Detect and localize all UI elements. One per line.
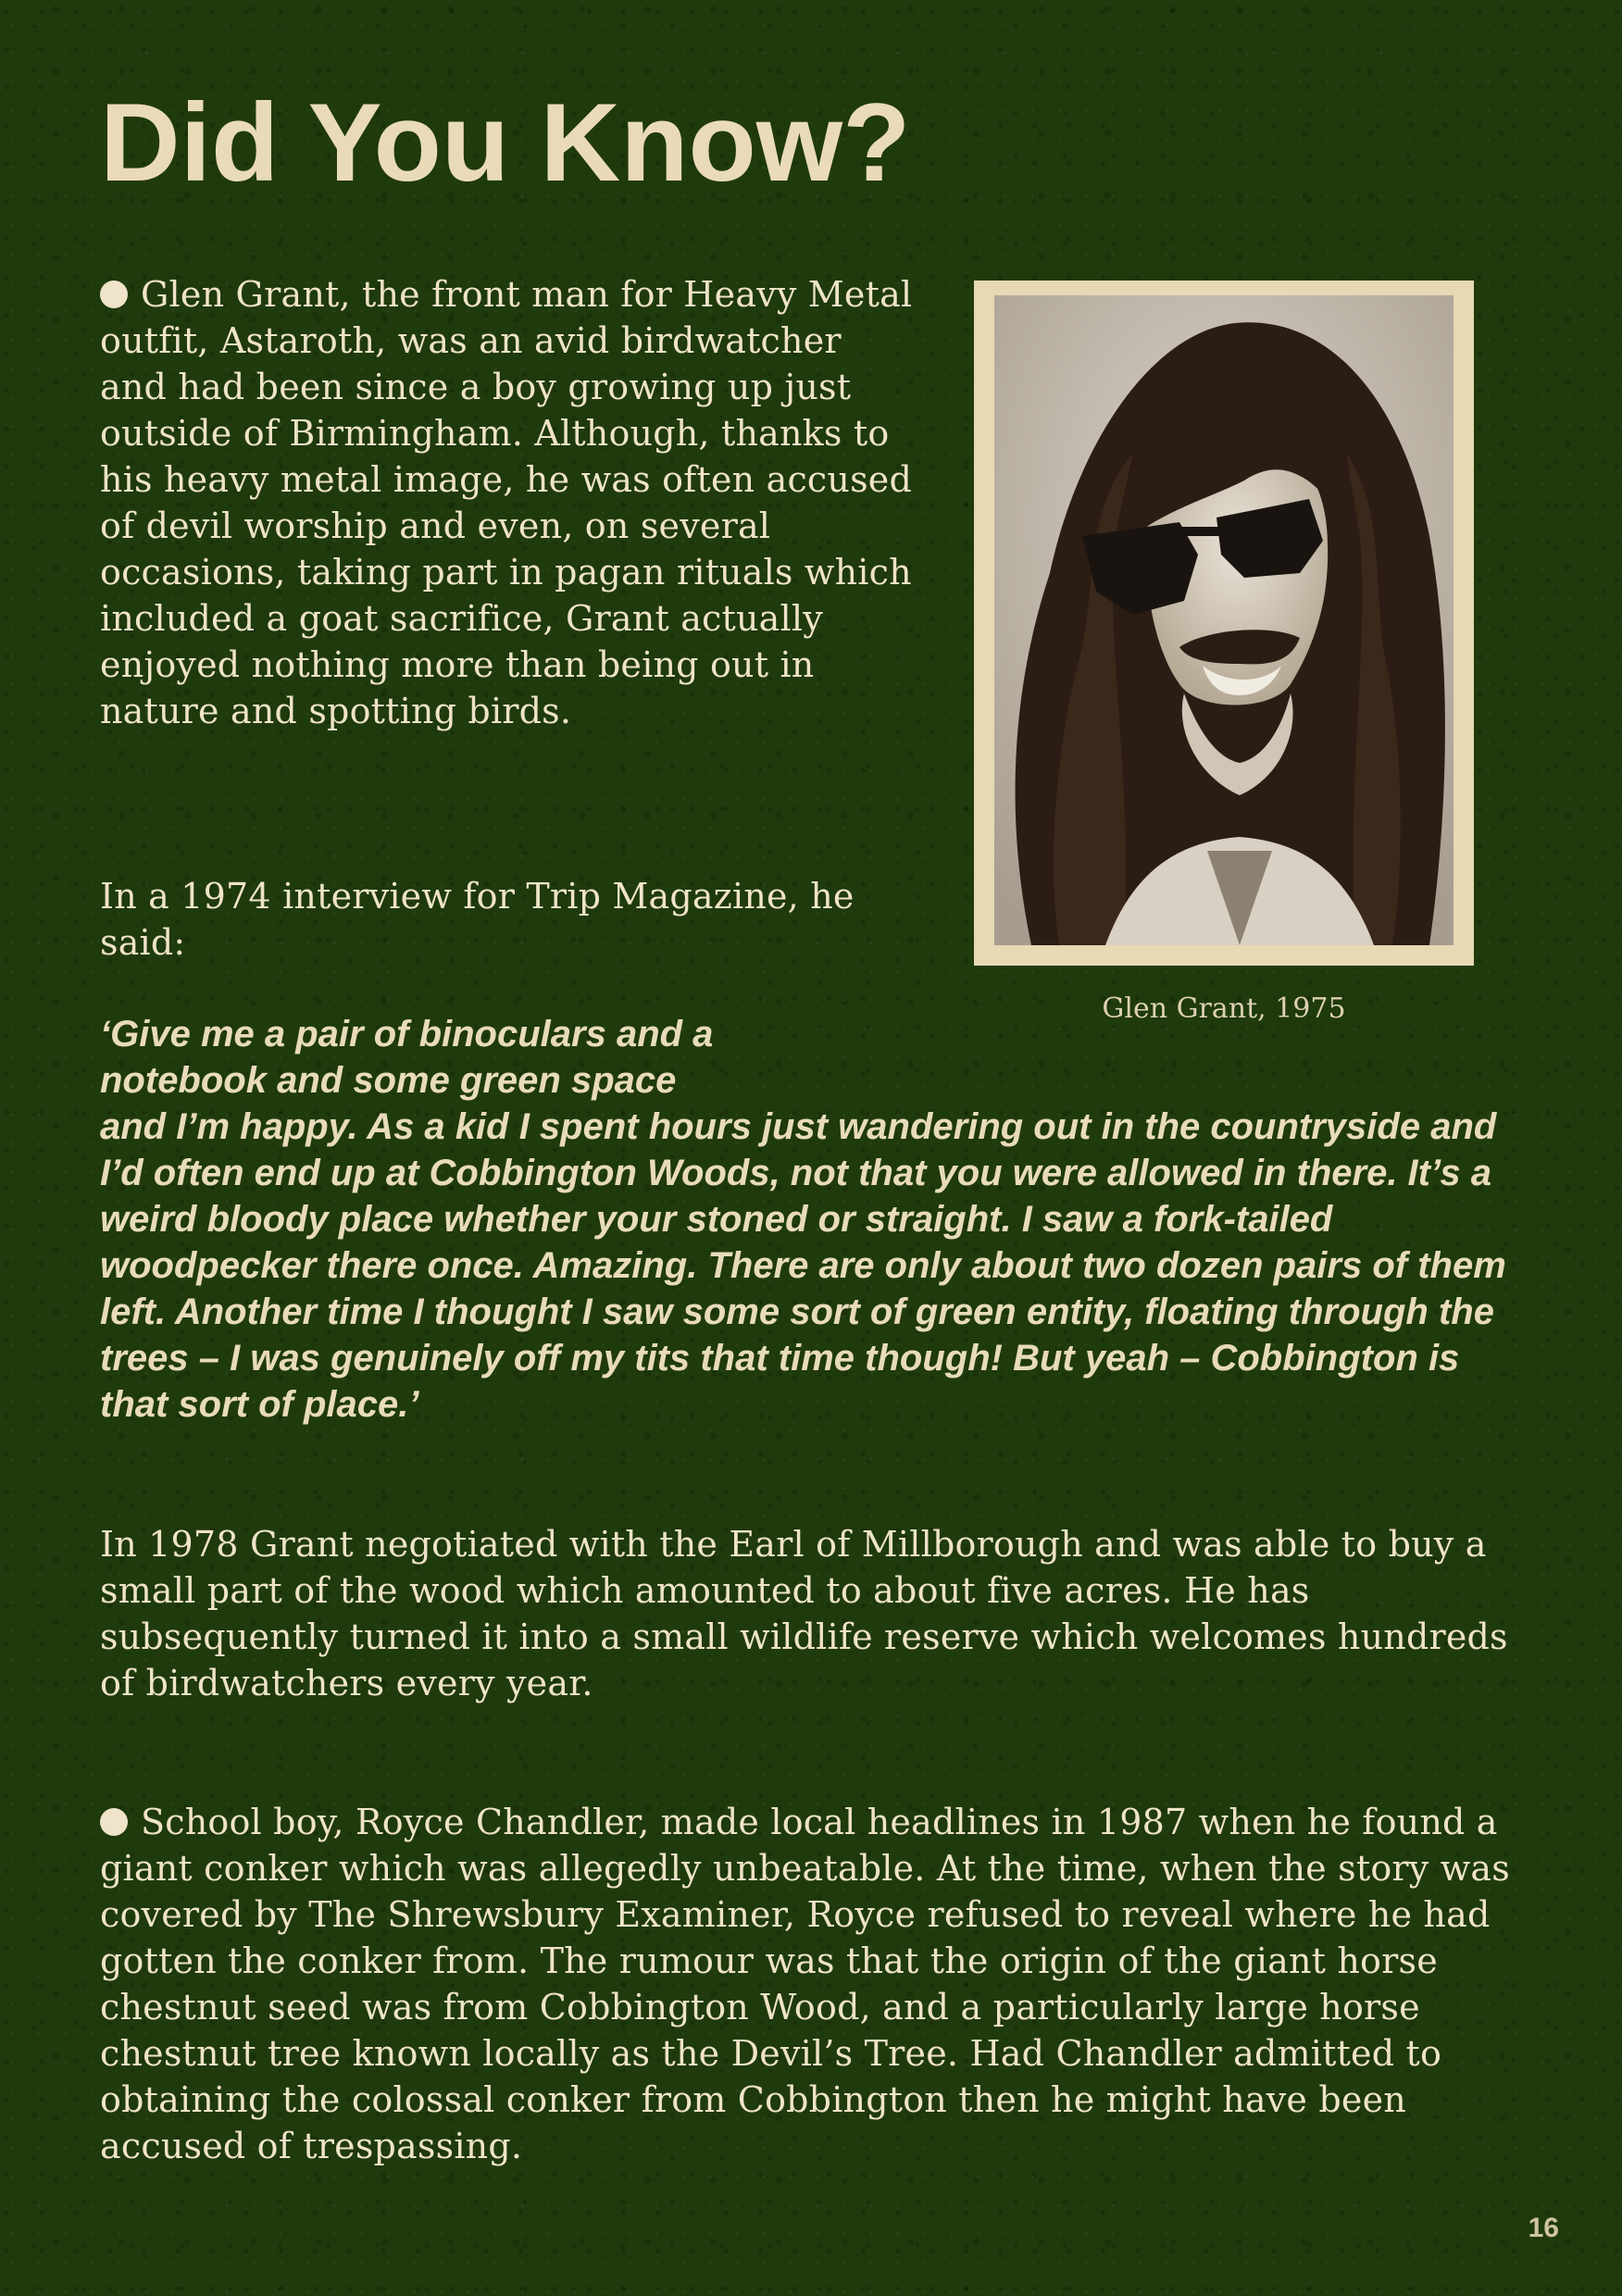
photo-caption: Glen Grant, 1975: [1102, 992, 1346, 1025]
item1-outcome: In 1978 Grant negotiated with the Earl of Millborough and was able to buy a small part of the wood which amounted to about five acres. He has subsequently turned it into a small wildlife reserve which welcomes hundreds of birdwatchers every year.: [100, 1524, 1508, 1703]
quote-rest: and I’m happy. As a kid I spent hours just wandering out in the countryside and I’d often end up at Cobbington Woods, not that you were allowed in there. It’s a weird bloody place whether your stoned or straight. I saw a fork-tailed woodpecker there once. Amazing. There are only about two dozen pairs of them left. Another time I thought I saw some sort of green entity, floating through the trees – I was genuinely off my tits that time though! But yeah – Cobbington is that sort of place.’: [100, 1106, 1506, 1425]
page-title: Did You Know?: [100, 81, 911, 205]
portrait-photo: [994, 295, 1454, 945]
photo-frame: [974, 281, 1474, 966]
quote-lead: ‘Give me a pair of binoculars and a notebook and some green space: [100, 1014, 714, 1101]
bullet-icon: [100, 281, 128, 308]
item1-intro-text: Glen Grant, the front man for Heavy Metal outfit, Astaroth, was an avid birdwatcher and had been since a boy growing up just outside of Birmingham. Although, thanks to his heavy metal image, he was often accused of devil worship and even, on several occasions, taking part in pagan rituals which included a goat sacrifice, Grant actually enjoyed nothing more than being out in nature and spotting birds.: [100, 274, 913, 731]
item2-paragraph: [100, 1799, 1544, 2169]
bullet-icon: [100, 1808, 128, 1836]
interview-quote: [100, 1011, 1526, 1428]
item2-text: School boy, Royce Chandler, made local headlines in 1987 when he found a giant conker which was allegedly unbeatable. At the time, when the story was covered by The Shrewsbury Examiner, Royce refused to reveal where he had gotten the conker from. The rumour was that the origin of the giant horse chestnut seed was from Cobbington Wood, and a particularly large horse chestnut tree known locally as the Devil’s Tree. Had Chandler admitted to obtaining the colossal conker from Cobbington then he might have been accused of trespassing.: [100, 1802, 1510, 2166]
item1-paragraph: [100, 271, 915, 734]
interview-intro: In a 1974 interview for Trip Magazine, he said:: [100, 876, 855, 963]
page-number: 16: [1528, 2213, 1559, 2243]
